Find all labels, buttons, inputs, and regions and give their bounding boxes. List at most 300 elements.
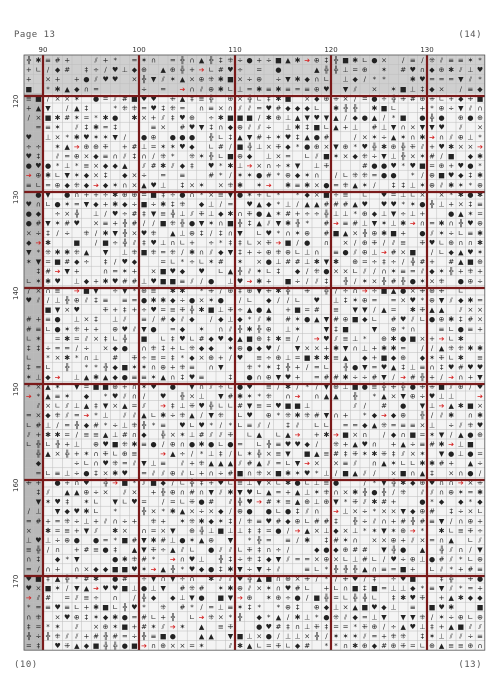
stitch-symbol: ▼: [227, 594, 234, 603]
stitch-symbol: ×: [45, 402, 51, 411]
stitch-symbol: ◆: [266, 200, 272, 209]
stitch-symbol: ╬: [199, 526, 204, 535]
stitch-symbol: ➔: [409, 526, 416, 535]
stitch-symbol: ×: [352, 229, 359, 238]
stitch-symbol: ∟: [189, 469, 195, 478]
stitch-symbol: ÷: [141, 354, 147, 363]
stitch-symbol: +: [477, 584, 483, 593]
stitch-symbol: ∟: [361, 190, 368, 199]
stitch-symbol: ▼: [381, 152, 387, 161]
stitch-symbol: ⁜: [227, 56, 234, 65]
stitch-symbol: +: [342, 440, 349, 449]
stitch-symbol: ≡: [93, 546, 99, 555]
stitch-symbol: ∕: [152, 315, 155, 324]
stitch-symbol: ●: [380, 171, 388, 180]
stitch-symbol: ╬: [391, 546, 396, 555]
stitch-symbol: =: [160, 85, 167, 94]
stitch-symbol: ●: [275, 66, 282, 75]
stitch-symbol: *: [459, 584, 463, 593]
stitch-symbol: #: [390, 277, 397, 286]
stitch-symbol: ⊕: [112, 325, 119, 334]
stitch-symbol: ∩: [275, 574, 281, 583]
stitch-symbol: ⊥: [284, 354, 292, 363]
stitch-symbol: ⊥: [332, 296, 340, 305]
stitch-symbol: ⊥: [294, 632, 301, 641]
stitch-symbol: ◆: [83, 642, 90, 651]
stitch-symbol: ⊕: [448, 488, 455, 497]
stitch-symbol: ⁜: [467, 421, 474, 430]
stitch-symbol: ⊕: [73, 613, 80, 622]
stitch-symbol: ⁜: [400, 632, 407, 641]
stitch-symbol: ♥: [188, 373, 196, 382]
stitch-symbol: ●: [380, 162, 388, 171]
stitch-symbol: ■: [303, 450, 311, 459]
stitch-symbol: ⊥: [284, 123, 292, 132]
stitch-symbol: ➔: [112, 478, 119, 487]
stitch-symbol: ⁜: [419, 594, 426, 603]
stitch-symbol: ∟: [342, 171, 349, 180]
stitch-symbol: *: [27, 603, 31, 612]
stitch-symbol: ∟: [246, 238, 253, 247]
stitch-symbol: ∕: [219, 286, 222, 295]
stitch-symbol: ■: [399, 469, 407, 478]
stitch-symbol: ‡: [199, 478, 204, 487]
stitch-symbol: ÷: [121, 517, 128, 526]
stitch-symbol: ⫽: [440, 411, 444, 420]
stitch-symbol: ♥: [246, 498, 253, 507]
stitch-symbol: ⊕: [141, 286, 147, 295]
stitch-symbol: ∕: [469, 546, 472, 555]
stitch-symbol: +: [160, 613, 167, 622]
stitch-symbol: ‡: [171, 354, 175, 363]
stitch-symbol: =: [64, 430, 71, 439]
stitch-symbol: ⫽: [132, 238, 136, 247]
stitch-symbol: ‡: [161, 104, 165, 113]
stitch-symbol: ♥: [265, 344, 272, 353]
stitch-symbol: *: [315, 613, 319, 622]
stitch-symbol: ╬: [401, 142, 406, 151]
stitch-symbol: ⊥: [428, 402, 436, 411]
stitch-symbol: ∩: [141, 152, 147, 161]
stitch-symbol: ∕: [200, 411, 203, 420]
stitch-symbol: ✱: [285, 469, 291, 478]
stitch-symbol: ⊥: [467, 133, 474, 142]
stitch-symbol: #: [467, 315, 474, 324]
stitch-symbol: ⊥: [342, 210, 349, 219]
stitch-symbol: ∕: [363, 574, 366, 583]
stitch-symbol: ▼: [342, 344, 349, 353]
stitch-symbol: ▲: [362, 565, 368, 574]
stitch-symbol: ♥: [361, 142, 368, 151]
stitch-symbol: ▼: [400, 507, 406, 516]
stitch-symbol: ➔: [169, 555, 176, 564]
stitch-symbol: ∟: [457, 286, 464, 295]
stitch-symbol: ▼: [26, 248, 32, 257]
stitch-symbol: =: [54, 526, 61, 535]
stitch-symbol: ■: [236, 632, 244, 641]
stitch-symbol: ⁜: [390, 382, 397, 391]
stitch-symbol: ■: [246, 334, 253, 343]
stitch-symbol: ◆: [112, 363, 118, 372]
stitch-symbol: ♥: [409, 594, 416, 603]
stitch-symbol: ⁜: [371, 238, 378, 247]
stitch-symbol: ‡: [363, 584, 367, 593]
stitch-symbol: ≡: [102, 296, 109, 305]
stitch-symbol: ➔: [25, 594, 32, 603]
stitch-symbol: ▲: [208, 459, 214, 468]
stitch-symbol: ♥: [428, 478, 436, 487]
stitch-symbol: +: [35, 430, 42, 439]
stitch-symbol: ÷: [294, 277, 301, 286]
stitch-symbol: ╬: [218, 555, 223, 564]
stitch-symbol: ➔: [93, 181, 99, 190]
stitch-symbol: ∩: [371, 440, 377, 449]
stitch-symbol: ×: [323, 142, 330, 151]
stitch-symbol: ╬: [189, 306, 195, 315]
stitch-symbol: ♥: [409, 622, 416, 631]
stitch-symbol: ‡: [257, 555, 261, 564]
stitch-symbol: ➔: [294, 526, 301, 535]
stitch-symbol: =: [64, 594, 71, 603]
stitch-symbol: ✶: [179, 517, 186, 526]
stitch-symbol: ✱: [477, 411, 483, 420]
stitch-symbol: ∕: [229, 171, 232, 180]
stitch-symbol: *: [65, 133, 69, 142]
stitch-symbol: ‡: [247, 603, 252, 612]
stitch-symbol: ‡: [171, 114, 175, 123]
stitch-symbol: *: [75, 162, 79, 171]
stitch-symbol: ✱: [438, 219, 445, 228]
stitch-symbol: ⁜: [179, 411, 186, 420]
stitch-symbol: #: [189, 488, 195, 497]
stitch-symbol: ╬: [285, 286, 291, 295]
stitch-symbol: ╬: [458, 219, 463, 228]
stitch-symbol: ∩: [179, 555, 185, 564]
stitch-symbol: =: [208, 603, 215, 612]
stitch-symbol: *: [190, 603, 194, 612]
stitch-symbol: ×: [429, 277, 435, 286]
stitch-symbol: ⁜: [285, 411, 291, 420]
stitch-symbol: *: [430, 104, 434, 113]
stitch-symbol: ◆: [112, 373, 118, 382]
stitch-symbol: =: [390, 296, 397, 305]
stitch-symbol: ▲: [352, 440, 358, 449]
stitch-symbol: ➔: [409, 219, 416, 228]
stitch-symbol: ✶: [361, 181, 368, 190]
stitch-symbol: ■: [111, 565, 119, 574]
stitch-symbol: ×: [371, 536, 378, 545]
stitch-symbol: ÷: [102, 190, 109, 199]
stitch-symbol: ÷: [169, 411, 176, 420]
stitch-symbol: ⊥: [380, 123, 388, 132]
stitch-symbol: ╬: [324, 66, 329, 75]
col-label-130: 130: [420, 46, 434, 54]
stitch-symbol: ×: [54, 94, 61, 103]
stitch-symbol: ◆: [179, 325, 186, 334]
stitch-symbol: ÷: [45, 344, 51, 353]
stitch-symbol: ∟: [83, 459, 90, 468]
stitch-symbol: ●: [246, 507, 253, 516]
stitch-symbol: ⊕: [131, 190, 138, 199]
stitch-symbol: ‡: [276, 363, 281, 372]
stitch-symbol: ×: [304, 632, 311, 641]
stitch-symbol: ÷: [285, 594, 291, 603]
stitch-symbol: ╬: [141, 75, 147, 84]
stitch-symbol: ●: [208, 440, 215, 449]
stitch-symbol: ⊥: [208, 526, 215, 535]
stitch-symbol: ✶: [54, 382, 61, 391]
stitch-symbol: ∕: [277, 382, 280, 391]
stitch-symbol: ∕: [306, 363, 309, 372]
stitch-symbol: ∕: [296, 536, 299, 545]
stitch-symbol: =: [409, 642, 416, 651]
stitch-symbol: ◆: [150, 594, 157, 603]
stitch-symbol: ♥: [409, 296, 416, 305]
stitch-symbol: ■: [102, 238, 109, 247]
stitch-symbol: ×: [275, 152, 282, 161]
stitch-symbol: ⊥: [121, 66, 128, 75]
stitch-symbol: +: [438, 622, 445, 631]
stitch-symbol: =: [390, 565, 397, 574]
stitch-symbol: ♥: [476, 421, 484, 430]
stitch-symbol: ∟: [227, 382, 234, 391]
stitch-symbol: ■: [54, 258, 61, 267]
stitch-symbol: ■: [73, 238, 81, 247]
stitch-symbol: =: [477, 210, 483, 219]
stitch-symbol: ≡: [400, 267, 407, 276]
stitch-symbol: ╬: [333, 66, 339, 75]
stitch-symbol: ▼: [45, 219, 51, 228]
stitch-symbol: *: [324, 565, 329, 574]
stitch-symbol: ×: [217, 613, 224, 622]
stitch-symbol: ●: [342, 248, 349, 257]
stitch-symbol: ✶: [256, 267, 263, 276]
stitch-symbol: ×: [352, 430, 359, 439]
stitch-symbol: ■: [83, 286, 90, 295]
stitch-symbol: ∕: [267, 421, 270, 430]
stitch-symbol: ■: [351, 584, 359, 593]
stitch-symbol: ✱: [294, 75, 301, 84]
stitch-symbol: ◆: [467, 152, 474, 161]
stitch-symbol: ■: [44, 114, 52, 123]
stitch-symbol: ⊕: [477, 430, 483, 439]
stitch-symbol: ●: [371, 94, 378, 103]
stitch-symbol: ⊕: [419, 507, 426, 516]
stitch-symbol: ‡: [84, 123, 89, 132]
stitch-symbol: =: [275, 488, 282, 497]
stitch-symbol: ×: [93, 334, 99, 343]
stitch-symbol: ∩: [266, 162, 272, 171]
stitch-symbol: ▼: [83, 200, 90, 209]
stitch-symbol: ×: [313, 555, 320, 564]
stitch-symbol: ●: [400, 402, 407, 411]
stitch-symbol: ⊕: [477, 114, 483, 123]
stitch-symbol: ✱: [93, 373, 99, 382]
stitch-symbol: ÷: [448, 229, 455, 238]
stitch-symbol: #: [150, 162, 157, 171]
stitch-symbol: ‡: [324, 536, 329, 545]
stitch-symbol: ⊥: [208, 200, 215, 209]
stitch-symbol: ⫽: [75, 594, 79, 603]
stitch-symbol: ✱: [285, 382, 291, 391]
stitch-symbol: ♥: [54, 642, 61, 651]
stitch-symbol: ◆: [429, 85, 435, 94]
stitch-symbol: #: [409, 94, 416, 103]
stitch-symbol: ∩: [477, 104, 483, 113]
stitch-symbol: ×: [64, 94, 71, 103]
stitch-symbol: ÷: [275, 546, 282, 555]
stitch-symbol: ✱: [275, 334, 282, 343]
stitch-symbol: ×: [189, 181, 195, 190]
stitch-symbol: ∟: [227, 478, 234, 487]
stitch-symbol: ✱: [294, 56, 301, 65]
stitch-symbol: ◆: [218, 507, 224, 516]
stitch-symbol: ✱: [429, 459, 435, 468]
stitch-symbol: ⁜: [457, 344, 464, 353]
stitch-symbol: ●: [35, 190, 42, 199]
stitch-symbol: ●: [419, 200, 426, 209]
stitch-symbol: ∩: [285, 392, 291, 401]
stitch-symbol: ⊕: [371, 229, 378, 238]
stitch-symbol: ⊕: [265, 325, 272, 334]
stitch-symbol: ●: [313, 133, 320, 142]
stitch-symbol: ◆: [83, 277, 90, 286]
stitch-symbol: ∟: [121, 498, 128, 507]
stitch-symbol: ▲: [352, 469, 358, 478]
stitch-symbol: ∕: [27, 286, 30, 295]
stitch-symbol: #: [361, 555, 368, 564]
stitch-symbol: ♥: [275, 402, 282, 411]
stitch-symbol: ➔: [333, 430, 339, 439]
stitch-symbol: ✱: [169, 286, 176, 295]
stitch-symbol: ✶: [198, 325, 205, 334]
stitch-symbol: ▲: [54, 574, 61, 583]
stitch-symbol: ✶: [275, 498, 282, 507]
stitch-symbol: ■: [121, 536, 129, 545]
stitch-symbol: ⁜: [150, 344, 157, 353]
stitch-symbol: ÷: [141, 574, 147, 583]
stitch-symbol: ▼: [371, 325, 378, 334]
stitch-symbol: ⫽: [123, 488, 127, 497]
stitch-symbol: ‡: [94, 315, 98, 324]
stitch-symbol: ✱: [189, 248, 195, 257]
stitch-symbol: ▲: [352, 603, 358, 612]
stitch-symbol: ✱: [227, 488, 234, 497]
stitch-symbol: ╬: [189, 478, 195, 487]
stitch-symbol: ∩: [83, 85, 89, 94]
stitch-symbol: ∩: [74, 565, 80, 574]
stitch-symbol: *: [46, 354, 50, 363]
stitch-symbol: ◆: [208, 517, 214, 526]
stitch-symbol: ╬: [103, 478, 108, 487]
stitch-symbol: ✶: [121, 267, 128, 276]
stitch-symbol: ♥: [160, 392, 167, 401]
stitch-symbol: #: [160, 315, 167, 324]
stitch-symbol: #: [333, 536, 339, 545]
stitch-symbol: =: [352, 421, 359, 430]
stitch-symbol: =: [429, 536, 435, 545]
stitch-symbol: ⊕: [112, 382, 119, 391]
stitch-symbol: ⁜: [54, 632, 61, 641]
stitch-symbol: ✱: [294, 411, 301, 420]
stitch-symbol: #: [93, 421, 99, 430]
stitch-symbol: ‡: [468, 200, 473, 209]
stitch-symbol: ∩: [160, 574, 166, 583]
stitch-symbol: ●: [121, 613, 128, 622]
stitch-symbol: ▲: [294, 114, 301, 123]
stitch-symbol: ▲: [438, 642, 445, 651]
row-label-150: 150: [12, 382, 20, 396]
stitch-symbol: ‡: [36, 152, 41, 161]
stitch-symbol: =: [169, 498, 176, 507]
stitch-symbol: ╬: [122, 219, 127, 228]
stitch-symbol: =: [371, 632, 378, 641]
stitch-symbol: ⫽: [315, 277, 319, 286]
stitch-symbol: ◆: [64, 507, 70, 516]
stitch-symbol: ⫽: [420, 267, 424, 276]
stitch-symbol: ♥: [323, 85, 330, 94]
stitch-symbol: ✶: [112, 181, 119, 190]
stitch-symbol: ▲: [314, 315, 320, 324]
stitch-symbol: ♥: [448, 171, 455, 180]
stitch-symbol: ⊥: [457, 440, 464, 449]
stitch-symbol: #: [208, 498, 215, 507]
stitch-symbol: ‡: [343, 450, 348, 459]
stitch-symbol: ≡: [275, 440, 282, 449]
stitch-symbol: ▼: [304, 114, 310, 123]
stitch-symbol: ⊕: [429, 286, 435, 295]
stitch-symbol: ‡: [103, 334, 108, 343]
stitch-symbol: ➔: [150, 565, 157, 574]
stitch-symbol: ⁜: [265, 392, 272, 401]
stitch-symbol: ♥: [198, 421, 205, 430]
stitch-symbol: =: [141, 104, 147, 113]
stitch-symbol: ╬: [362, 488, 367, 497]
stitch-symbol: ✶: [131, 363, 138, 372]
stitch-symbol: ⊕: [121, 450, 128, 459]
stitch-symbol: ⫽: [171, 162, 175, 171]
stitch-symbol: ∕: [373, 267, 376, 276]
stitch-symbol: ╬: [247, 142, 252, 151]
stitch-symbol: ‡: [132, 152, 137, 161]
stitch-symbol: ∩: [247, 469, 253, 478]
stitch-symbol: ×: [313, 459, 320, 468]
stitch-symbol: ⁜: [25, 478, 32, 487]
stitch-symbol: ■: [121, 584, 129, 593]
page-number: (14): [458, 30, 482, 40]
stitch-symbol: ╬: [209, 133, 214, 142]
stitch-symbol: ♥: [467, 363, 474, 372]
stitch-symbol: ≡: [400, 238, 407, 247]
stitch-symbol: ×: [333, 267, 339, 276]
stitch-symbol: ÷: [73, 459, 80, 468]
stitch-symbol: ♥: [121, 258, 128, 267]
stitch-symbol: ∕: [229, 142, 232, 151]
stitch-symbol: ▲: [179, 75, 186, 84]
stitch-symbol: ⫽: [123, 392, 127, 401]
stitch-symbol: ⊕: [438, 104, 445, 113]
stitch-symbol: ⫽: [161, 622, 165, 631]
stitch-symbol: ∕: [334, 171, 338, 180]
stitch-symbol: ⊕: [477, 219, 483, 228]
stitch-symbol: ×: [457, 142, 464, 151]
stitch-symbol: ⊥: [313, 162, 320, 171]
stitch-symbol: ✶: [83, 450, 90, 459]
stitch-symbol: ✶: [275, 133, 282, 142]
stitch-symbol: ■: [476, 94, 484, 103]
stitch-symbol: ‡: [180, 373, 185, 382]
stitch-symbol: #: [313, 306, 320, 315]
